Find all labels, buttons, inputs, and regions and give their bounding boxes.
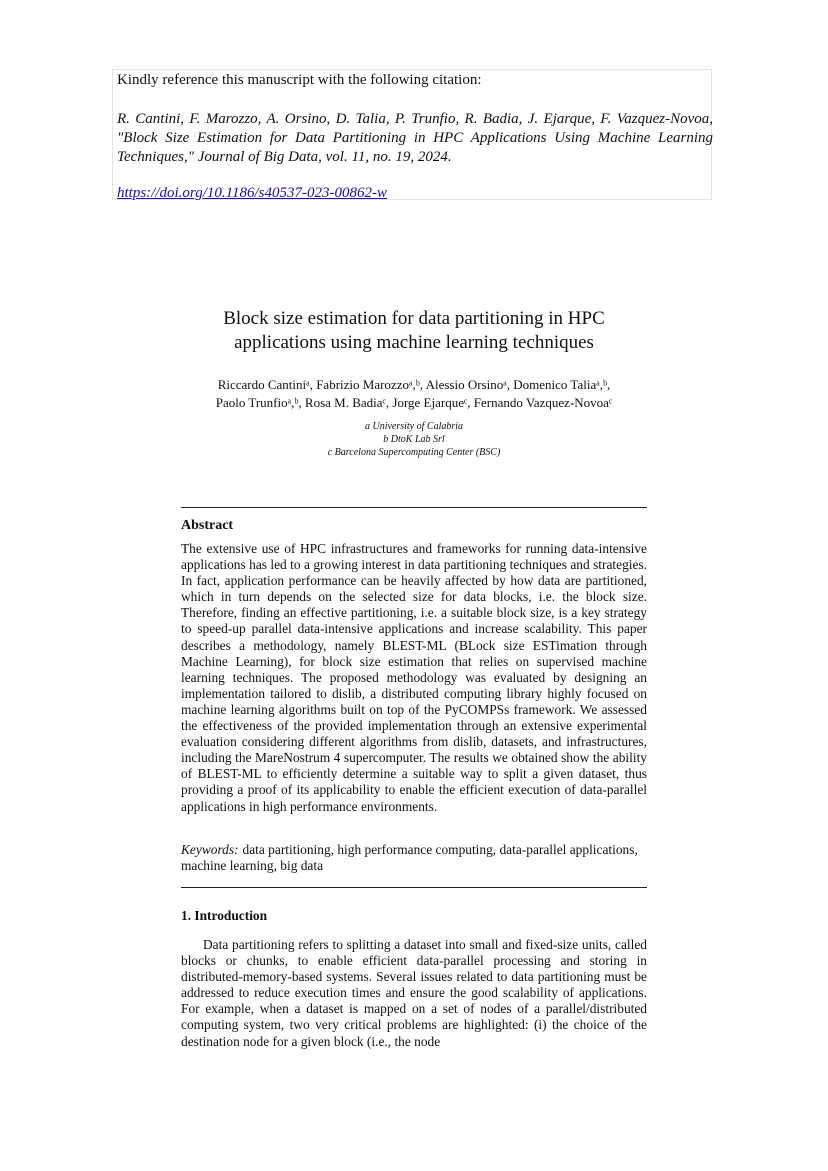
abstract-bottom-rule <box>181 887 647 888</box>
title-line-2: applications using machine learning techniques <box>234 332 594 353</box>
keywords <box>181 842 647 874</box>
affiliation-c: c Barcelona Supercomputing Center (BSC) <box>327 447 501 458</box>
abstract-body: The extensive use of HPC infrastructures and frameworks for running data-intensive applications has led to a growing interest in data partitioning techniques and strategies. In fact, application performance can be heavily affected by how data are partitioned, which in turn depends on the selected size for data blocks, i.e. the block size. Therefore, finding an effective partitioning, i.e. a suitable block size, is a key strategy to speed-up parallel data-intensive applications and increase scalability. This paper describes a methodology, namely BLEST-ML (BLock size ESTimation through Machine Learning), for block size estimation that relies on supervised machine learning techniques. The proposed methodology was evaluated by designing an implementation tailored to dislib, a distributed computing library highly focused on machine learning algorithms built on top of the PyCOMPSs framework. We assessed the effectiveness of the provided implementation through an extensive experimental evaluation considering different algorithms from dislib, datasets, and infrastructures, including the MareNostrum 4 supercomputer. The results we obtained show the ability of BLEST-ML to efficiently determine a suitable way to split a given dataset, thus providing a proof of its applicability to enable the efficient execution of data-parallel applications in high performance environments. <box>181 541 647 814</box>
title-line-1: Block size estimation for data partitioning in HPC <box>223 308 605 329</box>
introduction-heading: 1. Introduction <box>181 908 268 923</box>
citation-text: R. Cantini, F. Marozzo, A. Orsino, D. Talia, P. Trunfio, R. Badia, J. Ejarque, F. Vazquez-Novoa, "Block Size Estimation for Data Partitioning in HPC Applications Using Machine Learning Techniques," Journal of Big Data, vol. 11, no. 19, 2024. <box>117 111 713 165</box>
abstract-top-rule <box>181 507 647 508</box>
authors-line-1: Riccardo Cantiniᵃ, Fabrizio Marozzoᵃ,ᵇ, Alessio Orsinoᵃ, Domenico Taliaᵃ,ᵇ, <box>217 377 611 392</box>
citation-intro: Kindly reference this manuscript with the following citation: <box>117 72 482 88</box>
doi-link[interactable]: https://doi.org/10.1186/s40537-023-00862-w <box>117 185 387 201</box>
keywords-label: Keywords: <box>181 842 239 857</box>
paper-title <box>150 307 678 355</box>
affiliation-b: b DtoK Lab Srl <box>383 434 445 445</box>
affiliations <box>150 420 678 459</box>
introduction-body: Data partitioning refers to splitting a dataset into small and fixed-size units, called blocks or chunks, to enable efficient data-parallel processing and storing in distributed-memory-based systems. Several issues related to data partitioning must be addressed to reduce execution times and ensure the good scalability of applications. For example, when a dataset is mapped on a set of nodes of a parallel/distributed computing system, two very critical problems are highlighted: (i) the choice of the destination node for a given block (i.e., the node <box>181 937 647 1049</box>
keywords-list: data partitioning, high performance computing, data-parallel applications, machine learning, big data <box>181 842 638 873</box>
authors-line-2: Paolo Trunfioᵃ,ᵇ, Rosa M. Badiaᶜ, Jorge Ejarqueᶜ, Fernando Vazquez-Novoaᶜ <box>215 395 613 410</box>
abstract-heading: Abstract <box>181 518 234 533</box>
author-list <box>150 376 678 412</box>
affiliation-a: a University of Calabria <box>364 421 464 432</box>
